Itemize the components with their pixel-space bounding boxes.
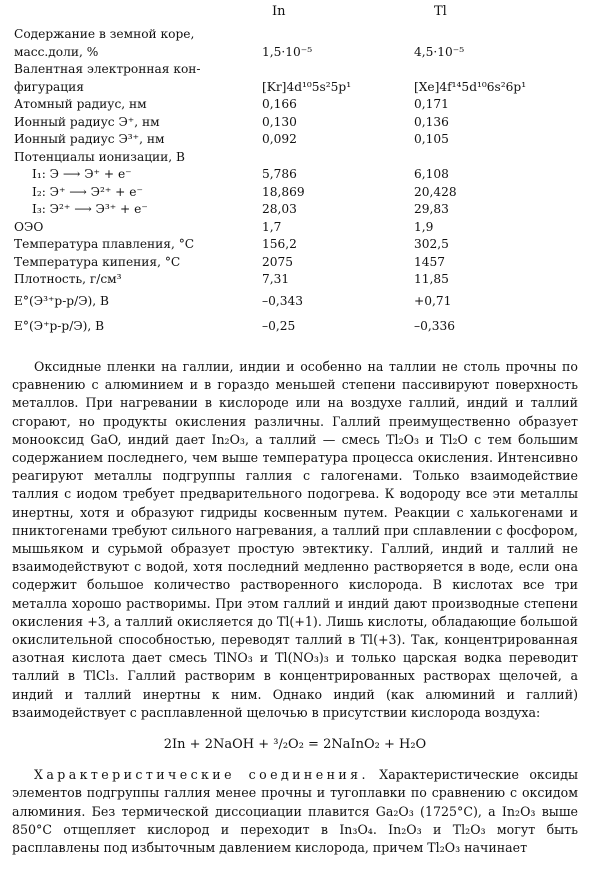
row-label: Валентная электронная кон- [14,62,201,76]
value-tl: 1457 [414,254,446,269]
value-tl: 4,5·10⁻⁵ [414,44,465,59]
value-in: [Kr]4d¹⁰5s²5p¹ [262,79,352,94]
table-row [14,318,574,336]
row-label: масс.доли, % [14,44,99,59]
paragraph-characteristic-compounds [12,766,578,857]
value-in: 5,786 [262,167,297,181]
section-heading: Характеристические соединения. [34,767,369,783]
value-in: 0,092 [262,132,297,146]
table-row [14,96,574,114]
value-in: 156,2 [262,237,297,251]
value-tl: 11,85 [414,272,449,286]
value-in: 0,130 [262,114,297,129]
row-label: I₁: Э ⟶ Э⁺ + e⁻ [32,167,132,181]
table-row [14,44,574,62]
value-in: 2075 [262,254,294,269]
value-tl: +0,71 [414,293,452,308]
row-label: Потенциалы ионизации, В [14,149,185,164]
value-tl: 0,136 [414,114,449,129]
column-header-tl: Tl [434,4,447,19]
row-label: ОЭО [14,219,44,234]
value-tl: [Xe]4f¹⁴5d¹⁰6s²6p¹ [414,79,527,94]
table-row [14,184,574,202]
value-in: 0,166 [262,97,297,111]
value-tl: 0,171 [414,97,449,111]
table-row [14,236,574,254]
table-row [14,201,574,219]
table-row [14,149,574,167]
paragraph-text: Характеристические оксиды элементов подгруппы галлия менее прочны и тугоплавки по сравнению с оксидом алюминия. Без термической диссоциации плавится Ga₂O₃ (1725°C), а In₂O₃ выше 850°C отщепляет кислород и переходит в In₃O₄. In₂O₃ и Tl₂O₃ могут быть расплавлены под избыточным давлением кислорода, причем Tl₂O₃ начинает [12,767,578,856]
reaction-equation: 2In + 2NaOH + ³/₂O₂ = 2NaInO₂ + H₂O [163,737,427,753]
value-tl: 1,9 [414,219,434,234]
properties-table [14,0,574,336]
table-header [14,0,574,26]
value-in: 1,7 [262,219,282,234]
row-label: E°(Э⁺р-р/Э), В [14,319,105,333]
column-header-in: In [272,4,286,19]
value-in: 1,5·10⁻⁵ [262,44,313,59]
row-label: I₃: Э²⁺ ⟶ Э³⁺ + e⁻ [32,202,148,216]
table-row [14,26,574,44]
value-in: 28,03 [262,202,297,216]
value-tl: 29,83 [414,202,449,216]
value-in: 18,869 [262,184,305,199]
value-tl: 0,105 [414,132,449,146]
row-label: фигурация [14,79,84,94]
row-label: Плотность, г/см³ [14,272,122,286]
table-row [14,79,574,97]
table-row [14,293,574,311]
table-row [14,166,574,184]
row-label: Температура плавления, °C [14,237,195,251]
value-tl: 302,5 [414,237,449,251]
table-body [14,26,574,336]
row-label: Атомный радиус, нм [14,97,147,111]
table-row [14,271,574,289]
table-row [14,114,574,132]
row-label: Ионный радиус Э⁺, нм [14,114,160,129]
body-text [12,358,578,857]
table-row [14,61,574,79]
table-row [14,254,574,272]
table-row [14,219,574,237]
value-tl: –0,336 [414,319,455,333]
value-in: –0,343 [262,293,303,308]
value-in: –0,25 [262,319,296,333]
table-row [14,131,574,149]
value-tl: 20,428 [414,184,457,199]
value-in: 7,31 [262,272,290,286]
row-label: Содержание в земной коре, [14,27,195,41]
row-label: E°(Э³⁺р-р/Э), В [14,293,110,308]
paragraph-oxide-films: Оксидные пленки на галлии, индии и особенно на таллии не столь прочны по сравнению с алюминием и в гораздо меньшей степени пассивируют поверхность металлов. При нагревании в кислороде или на воздухе галлий, индий и таллий сгорают, но продукты окисления различны. Галлий преимущественно образует монооксид GaO, индий дает In₂O₃, а таллий — смесь Tl₂O₃ и Tl₂O с тем большим содержанием последнего, чем выше температура процесса окисления. Интенсивно реагируют металлы подгруппы галлия с галогенами. Только взаимодействие таллия с иодом требует предварительного подогрева. К водороду все эти металлы инертны, хотя и образуют гидриды косвенным путем. Реакции с халькогенами и пниктогенами требуют сильного нагревания, а таллий при сплавлении с фосфором, мышьяком и сурьмой образует простую эвтектику. Галлий, индий и таллий не взаимодействуют с водой, хотя последний медленно растворяется в воде, если она содержит большое количество растворенного кислорода. В кислотах все три металла хорошо растворимы. При этом галлий и индий дают производные степени окисления +3, а таллий окисляется до Tl(+1). Лишь кислоты, обладающие большой окислительной способностью, переводят таллий в Tl(+3). Так, концентрированная азотная кислота дает смесь TlNO₃ и Tl(NO₃)₃ и только царская водка переводит таллий в TlCl₃. Галлий растворим в концентрированных растворах щелочей, а индий и таллий инертны к ним. Однако индий (как алюминий и галлий) взаимодействует с расплавленной щелочью в присутствии кислорода воздуха: [12,359,578,720]
row-label: Температура кипения, °C [14,254,181,269]
row-label: Ионный радиус Э³⁺, нм [14,132,165,146]
row-label: I₂: Э⁺ ⟶ Э²⁺ + e⁻ [32,184,143,199]
value-tl: 6,108 [414,167,449,181]
